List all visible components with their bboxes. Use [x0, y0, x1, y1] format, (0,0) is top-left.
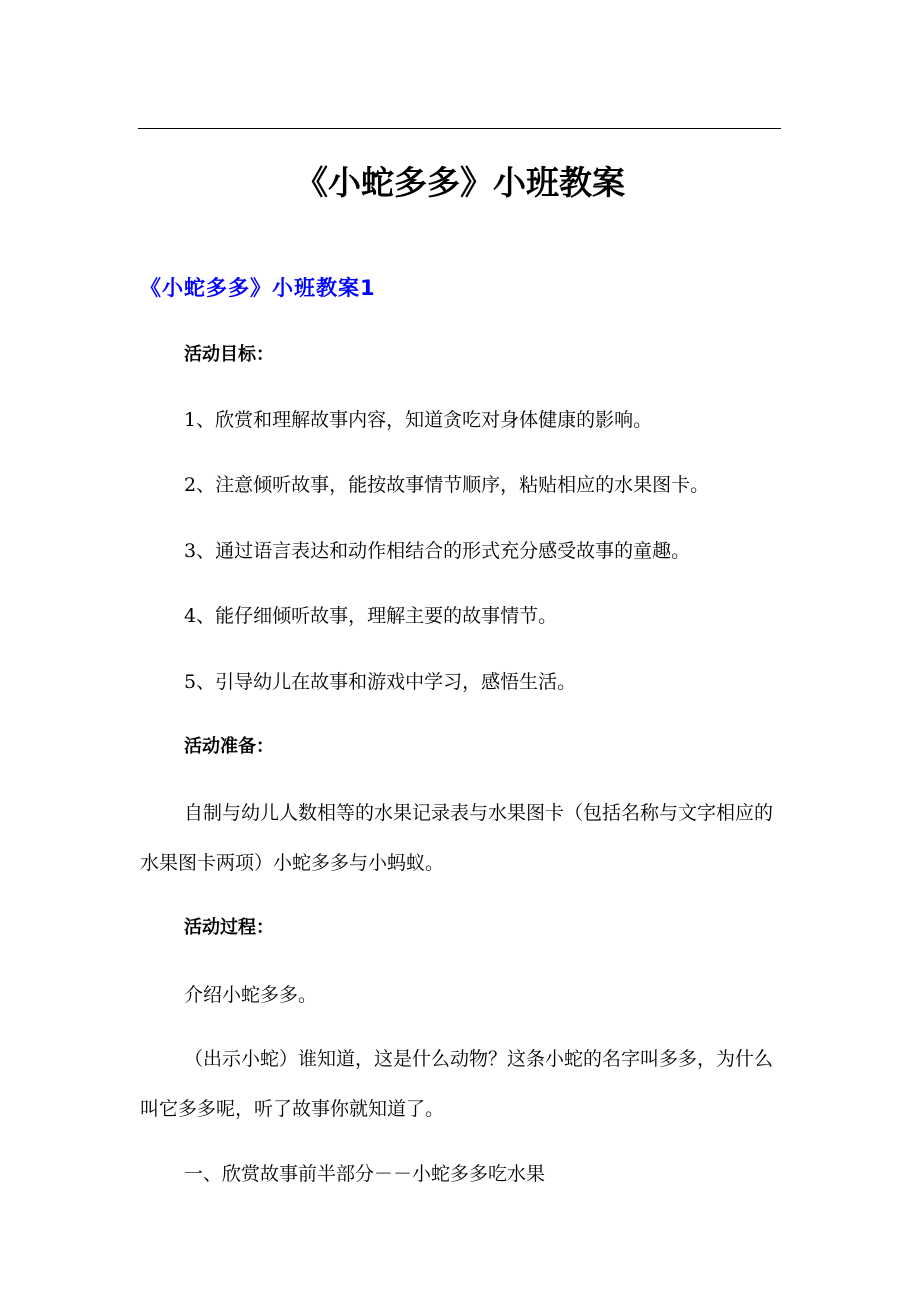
goal-item-1: 1、欣赏和理解故事内容，知道贪吃对身体健康的影响。 — [184, 409, 653, 431]
header-rule — [138, 128, 781, 129]
prep-paragraph: 自制与幼儿人数相等的水果记录表与水果图卡（包括名称与文字相应的水果图卡两项）小蛇多多与小蚂蚁。 — [140, 802, 774, 874]
section-heading: 《小蛇多多》小班教案1 — [140, 276, 376, 300]
goal-item-4: 4、能仔细倾听故事，理解主要的故事情节。 — [184, 605, 558, 627]
process-question: （出示小蛇）谁知道，这是什么动物？这条小蛇的名字叫多多，为什么叫它多多呢，听了故事你就知道了。 — [140, 1048, 774, 1120]
goals-label: 活动目标： — [184, 344, 274, 365]
document-title: 《小蛇多多》小班教案 — [295, 163, 625, 202]
prep-label: 活动准备： — [184, 736, 274, 757]
process-step-1: 一、欣赏故事前半部分－－小蛇多多吃水果 — [184, 1163, 546, 1185]
goal-item-2: 2、注意倾听故事，能按故事情节顺序，粘贴相应的水果图卡。 — [184, 474, 710, 496]
goal-item-5: 5、引导幼儿在故事和游戏中学习，感悟生活。 — [184, 671, 577, 693]
goal-item-3: 3、通过语言表达和动作相结合的形式充分感受故事的童趣。 — [184, 540, 691, 562]
process-intro: 介绍小蛇多多。 — [184, 984, 318, 1006]
process-label: 活动过程： — [184, 917, 274, 938]
